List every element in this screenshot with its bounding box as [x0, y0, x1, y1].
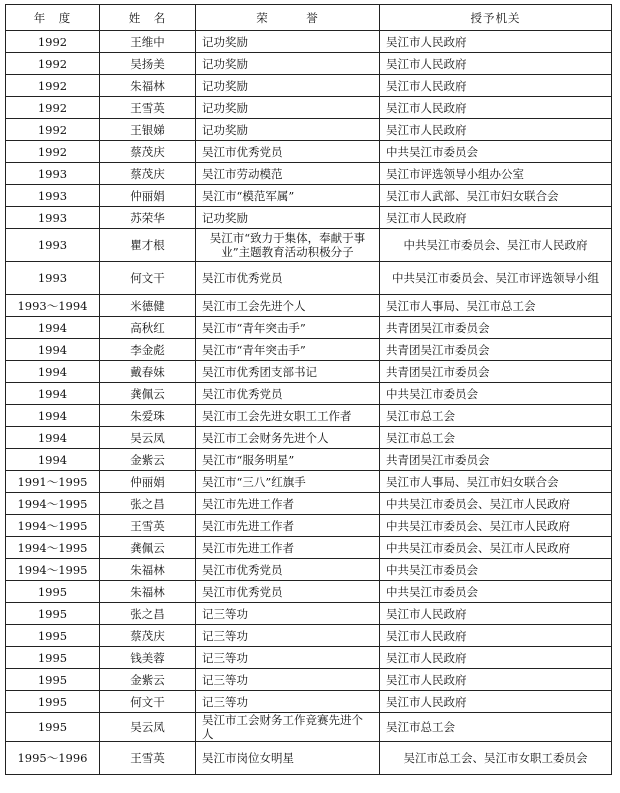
cell-name: 王雪英: [100, 97, 196, 119]
cell-honor: 记功奖励: [196, 31, 380, 53]
cell-authority: 共青团吴江市委员会: [380, 449, 612, 471]
header-authority: 授予机关: [380, 5, 612, 31]
cell-authority: 吴江市人民政府: [380, 669, 612, 691]
table-row: [6, 229, 612, 262]
cell-year: 1994～1995: [6, 493, 100, 515]
cell-year: 1995: [6, 625, 100, 647]
table-row: [6, 427, 612, 449]
cell-honor: 吴江市先进工作者: [196, 515, 380, 537]
cell-authority: 中共吴江市委员会: [380, 141, 612, 163]
cell-year: 1995: [6, 713, 100, 742]
cell-honor: 吴江市工会先进女职工工作者: [196, 405, 380, 427]
cell-authority: 吴江市人民政府: [380, 119, 612, 141]
cell-year: 1994～1995: [6, 559, 100, 581]
table-row: [6, 163, 612, 185]
cell-year: 1995: [6, 603, 100, 625]
cell-honor: 吴江市“三八”红旗手: [196, 471, 380, 493]
table-row: [6, 53, 612, 75]
cell-name: 苏荣华: [100, 207, 196, 229]
cell-name: 蔡茂庆: [100, 625, 196, 647]
cell-honor: 记三等功: [196, 691, 380, 713]
table-row: [6, 405, 612, 427]
cell-authority: 中共吴江市委员会、吴江市人民政府: [380, 229, 612, 262]
cell-year: 1995: [6, 691, 100, 713]
cell-honor: 吴江市“服务明星”: [196, 449, 380, 471]
table-row: [6, 515, 612, 537]
cell-honor: 记功奖励: [196, 53, 380, 75]
table-row: [6, 119, 612, 141]
cell-authority: 共青团吴江市委员会: [380, 339, 612, 361]
cell-honor: 吴江市工会财务先进个人: [196, 427, 380, 449]
cell-honor: 吴江市优秀党员: [196, 383, 380, 405]
cell-year: 1991～1995: [6, 471, 100, 493]
cell-honor: 吴江市先进工作者: [196, 493, 380, 515]
table-row: [6, 295, 612, 317]
cell-honor: 吴江市“致力于集体，奉献于事业”主题教育活动积极分子: [196, 229, 380, 262]
cell-authority: 中共吴江市委员会、吴江市人民政府: [380, 537, 612, 559]
cell-honor: 吴江市“青年突击手”: [196, 339, 380, 361]
cell-name: 龚佩云: [100, 537, 196, 559]
header-row: [6, 5, 612, 31]
cell-authority: 吴江市人事局、吴江市妇女联合会: [380, 471, 612, 493]
cell-name: 瞿才根: [100, 229, 196, 262]
table-row: [6, 625, 612, 647]
table-row: [6, 262, 612, 295]
table-row: [6, 559, 612, 581]
table-row: [6, 537, 612, 559]
table-row: [6, 471, 612, 493]
cell-year: 1993: [6, 163, 100, 185]
cell-honor: 记功奖励: [196, 119, 380, 141]
cell-name: 龚佩云: [100, 383, 196, 405]
cell-honor: 吴江市工会先进个人: [196, 295, 380, 317]
cell-year: 1993: [6, 185, 100, 207]
table-row: [6, 317, 612, 339]
cell-name: 何文干: [100, 262, 196, 295]
cell-honor: 记功奖励: [196, 75, 380, 97]
cell-year: 1992: [6, 141, 100, 163]
cell-name: 吴云凤: [100, 713, 196, 742]
table-row: [6, 383, 612, 405]
table-row: [6, 141, 612, 163]
cell-authority: 吴江市人民政府: [380, 625, 612, 647]
cell-name: 金紫云: [100, 449, 196, 471]
cell-year: 1995: [6, 669, 100, 691]
cell-name: 李金彪: [100, 339, 196, 361]
cell-year: 1995～1996: [6, 742, 100, 775]
cell-authority: 吴江市总工会: [380, 427, 612, 449]
cell-name: 朱爱珠: [100, 405, 196, 427]
cell-year: 1995: [6, 647, 100, 669]
cell-honor: 吴江市优秀党员: [196, 559, 380, 581]
cell-year: 1993: [6, 229, 100, 262]
cell-authority: 中共吴江市委员会: [380, 383, 612, 405]
cell-year: 1993～1994: [6, 295, 100, 317]
header-honor: 荣 誉: [196, 5, 380, 31]
cell-year: 1994～1995: [6, 515, 100, 537]
cell-year: 1992: [6, 75, 100, 97]
cell-name: 米德健: [100, 295, 196, 317]
cell-name: 高秋红: [100, 317, 196, 339]
table-row: [6, 339, 612, 361]
cell-year: 1994: [6, 361, 100, 383]
cell-year: 1994: [6, 383, 100, 405]
table-row: [6, 449, 612, 471]
cell-authority: 吴江市总工会: [380, 713, 612, 742]
cell-year: 1994: [6, 317, 100, 339]
cell-name: 蔡茂庆: [100, 141, 196, 163]
cell-authority: 中共吴江市委员会: [380, 581, 612, 603]
cell-name: 仲丽娟: [100, 471, 196, 493]
cell-honor: 吴江市先进工作者: [196, 537, 380, 559]
cell-honor: 吴江市“模范军属”: [196, 185, 380, 207]
cell-year: 1992: [6, 31, 100, 53]
cell-name: 张之昌: [100, 493, 196, 515]
cell-name: 蔡茂庆: [100, 163, 196, 185]
cell-authority: 吴江市总工会、吴江市女职工委员会: [380, 742, 612, 775]
cell-name: 吴扬美: [100, 53, 196, 75]
cell-name: 朱福林: [100, 559, 196, 581]
cell-authority: 吴江市总工会: [380, 405, 612, 427]
table-row: [6, 603, 612, 625]
cell-year: 1993: [6, 207, 100, 229]
cell-authority: 吴江市人民政府: [380, 207, 612, 229]
table-row: [6, 75, 612, 97]
cell-honor: 记三等功: [196, 669, 380, 691]
table-row: [6, 361, 612, 383]
cell-honor: 吴江市优秀党员: [196, 581, 380, 603]
table-row: [6, 31, 612, 53]
cell-name: 王雪英: [100, 515, 196, 537]
cell-honor: 吴江市优秀党员: [196, 141, 380, 163]
cell-year: 1992: [6, 53, 100, 75]
cell-year: 1994: [6, 449, 100, 471]
cell-name: 张之昌: [100, 603, 196, 625]
cell-year: 1993: [6, 262, 100, 295]
cell-year: 1992: [6, 97, 100, 119]
cell-honor: 吴江市劳动模范: [196, 163, 380, 185]
cell-authority: 中共吴江市委员会: [380, 559, 612, 581]
cell-name: 吴云凤: [100, 427, 196, 449]
cell-authority: 吴江市人民政府: [380, 53, 612, 75]
cell-authority: 吴江市人民政府: [380, 647, 612, 669]
cell-name: 戴春妹: [100, 361, 196, 383]
cell-year: 1994～1995: [6, 537, 100, 559]
cell-honor: 记功奖励: [196, 97, 380, 119]
cell-name: 金紫云: [100, 669, 196, 691]
cell-authority: 吴江市人民政府: [380, 75, 612, 97]
cell-authority: 吴江市人事局、吴江市总工会: [380, 295, 612, 317]
cell-name: 王银娣: [100, 119, 196, 141]
cell-name: 朱福林: [100, 581, 196, 603]
cell-year: 1994: [6, 339, 100, 361]
table-row: [6, 691, 612, 713]
cell-name: 王雪英: [100, 742, 196, 775]
table-row: [6, 647, 612, 669]
cell-year: 1995: [6, 581, 100, 603]
cell-honor: 记三等功: [196, 603, 380, 625]
table-row: [6, 97, 612, 119]
cell-name: 钱美蓉: [100, 647, 196, 669]
cell-authority: 吴江市人民政府: [380, 603, 612, 625]
cell-honor: 吴江市优秀党员: [196, 262, 380, 295]
cell-authority: 共青团吴江市委员会: [380, 317, 612, 339]
cell-honor: 记三等功: [196, 647, 380, 669]
cell-authority: 中共吴江市委员会、吴江市人民政府: [380, 493, 612, 515]
table-row: [6, 493, 612, 515]
cell-name: 朱福林: [100, 75, 196, 97]
cell-honor: 吴江市岗位女明星: [196, 742, 380, 775]
cell-year: 1994: [6, 427, 100, 449]
cell-authority: 中共吴江市委员会、吴江市人民政府: [380, 515, 612, 537]
honors-table: [5, 4, 612, 775]
table-row: [6, 185, 612, 207]
cell-authority: 吴江市人民政府: [380, 97, 612, 119]
cell-authority: 吴江市评选领导小组办公室: [380, 163, 612, 185]
table-body: [6, 31, 612, 775]
header-year: 年 度: [6, 5, 100, 31]
cell-honor: 吴江市优秀团支部书记: [196, 361, 380, 383]
header-name: 姓 名: [100, 5, 196, 31]
cell-authority: 中共吴江市委员会、吴江市评选领导小组: [380, 262, 612, 295]
table-row: [6, 742, 612, 775]
cell-name: 仲丽娟: [100, 185, 196, 207]
cell-authority: 吴江市人武部、吴江市妇女联合会: [380, 185, 612, 207]
cell-honor: 吴江市工会财务工作竞赛先进个人: [196, 713, 380, 742]
table-row: [6, 207, 612, 229]
cell-honor: 记三等功: [196, 625, 380, 647]
cell-honor: 记功奖励: [196, 207, 380, 229]
cell-authority: 共青团吴江市委员会: [380, 361, 612, 383]
cell-authority: 吴江市人民政府: [380, 691, 612, 713]
cell-year: 1994: [6, 405, 100, 427]
cell-name: 何文干: [100, 691, 196, 713]
cell-name: 王维中: [100, 31, 196, 53]
table-row: [6, 713, 612, 742]
table-row: [6, 581, 612, 603]
cell-honor: 吴江市“青年突击手”: [196, 317, 380, 339]
cell-year: 1992: [6, 119, 100, 141]
cell-authority: 吴江市人民政府: [380, 31, 612, 53]
table-row: [6, 669, 612, 691]
